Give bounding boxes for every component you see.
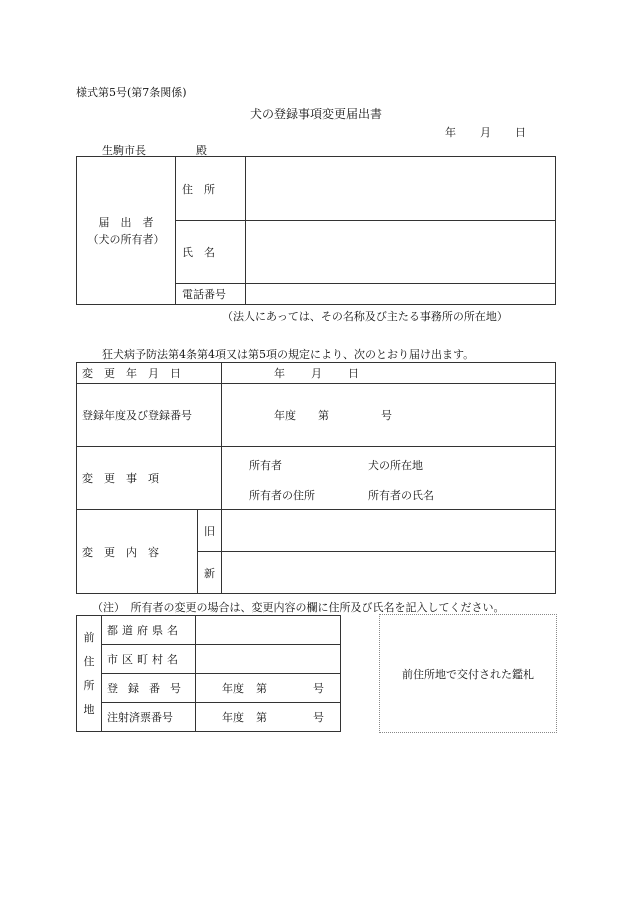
name-field[interactable]: [246, 221, 556, 284]
city-label: 市区町村名: [102, 645, 196, 674]
addressee-honorific: 殿: [196, 144, 207, 157]
side-char-1: 前: [83, 630, 95, 644]
change-table: [76, 362, 556, 594]
side-char-3: 所: [83, 678, 95, 692]
reg-no-label: 登録番号: [102, 674, 196, 703]
page-title: 犬の登録事項変更届出書: [250, 107, 383, 121]
change-year: 年: [274, 367, 285, 380]
prev-inj-go: 号: [313, 711, 324, 724]
prev-reg-go: 号: [313, 682, 324, 695]
tag-box-label: 前住所地で交付された鑑札: [402, 668, 534, 681]
address-field[interactable]: [246, 157, 556, 221]
old-label: 旧: [198, 510, 222, 552]
previous-address-table: [76, 615, 341, 732]
phone-field[interactable]: [246, 284, 556, 305]
injection-no-label: 注射済票番号: [102, 703, 196, 732]
change-date-field[interactable]: [222, 363, 556, 384]
side-char-4: 地: [83, 702, 95, 716]
prev-inj-nendo: 年度: [222, 711, 244, 724]
change-content-label: 変 更 内 容: [77, 510, 198, 594]
new-content-field[interactable]: [222, 552, 556, 594]
registration-label: 登録年度及び登録番号: [77, 384, 222, 447]
reg-nendo: 年度: [274, 409, 296, 422]
change-items-label: 変 更 事 項: [77, 447, 222, 510]
prefecture-field[interactable]: [196, 616, 341, 645]
change-day: 日: [348, 367, 359, 380]
date-day: 日: [515, 126, 526, 139]
registration-field[interactable]: [222, 384, 556, 447]
form-number: 様式第5号(第7条関係): [76, 86, 187, 99]
prev-reg-dai: 第: [256, 682, 267, 695]
applicant-table: [76, 156, 556, 305]
city-field[interactable]: [196, 645, 341, 674]
name-label: 氏 名: [176, 221, 246, 284]
item-owner[interactable]: 所有者: [249, 459, 282, 472]
change-month: 月: [311, 367, 322, 380]
owner-change-note: （注） 所有者の変更の場合は、変更内容の欄に住所及び氏名を記入してください。: [92, 601, 505, 614]
address-label: 住 所: [176, 157, 246, 221]
addressee-name: 生駒市長: [102, 144, 146, 157]
change-items-field: [222, 447, 556, 510]
applicant-sublabel: （犬の所有者）: [87, 232, 165, 246]
change-date-label: 変 更 年 月 日: [77, 363, 222, 384]
new-label: 新: [198, 552, 222, 594]
prefecture-label: 都道府県名: [102, 616, 196, 645]
reg-go: 号: [381, 409, 392, 422]
date-year: 年: [445, 126, 456, 139]
tag-attachment-area[interactable]: [379, 614, 557, 733]
phone-label: 電話番号: [176, 284, 246, 305]
reg-no-field[interactable]: [196, 674, 341, 703]
previous-address-side-label: [77, 616, 102, 732]
item-owner-address[interactable]: 所有者の住所: [249, 489, 315, 502]
injection-no-field[interactable]: [196, 703, 341, 732]
prev-inj-dai: 第: [256, 711, 267, 724]
corporation-note: （法人にあっては、その名称及び主たる事務所の所在地）: [222, 310, 508, 323]
side-char-2: 住: [83, 654, 95, 668]
prev-reg-nendo: 年度: [222, 682, 244, 695]
date-month: 月: [480, 126, 491, 139]
old-content-field[interactable]: [222, 510, 556, 552]
applicant-label-cell: [77, 157, 176, 305]
statement-text: 狂犬病予防法第4条第4項又は第5項の規定により、次のとおり届け出ます。: [102, 348, 475, 361]
item-dog-location[interactable]: 犬の所在地: [368, 459, 423, 472]
item-owner-name[interactable]: 所有者の氏名: [368, 489, 434, 502]
applicant-label: 届 出 者: [98, 215, 154, 229]
reg-dai: 第: [318, 409, 329, 422]
